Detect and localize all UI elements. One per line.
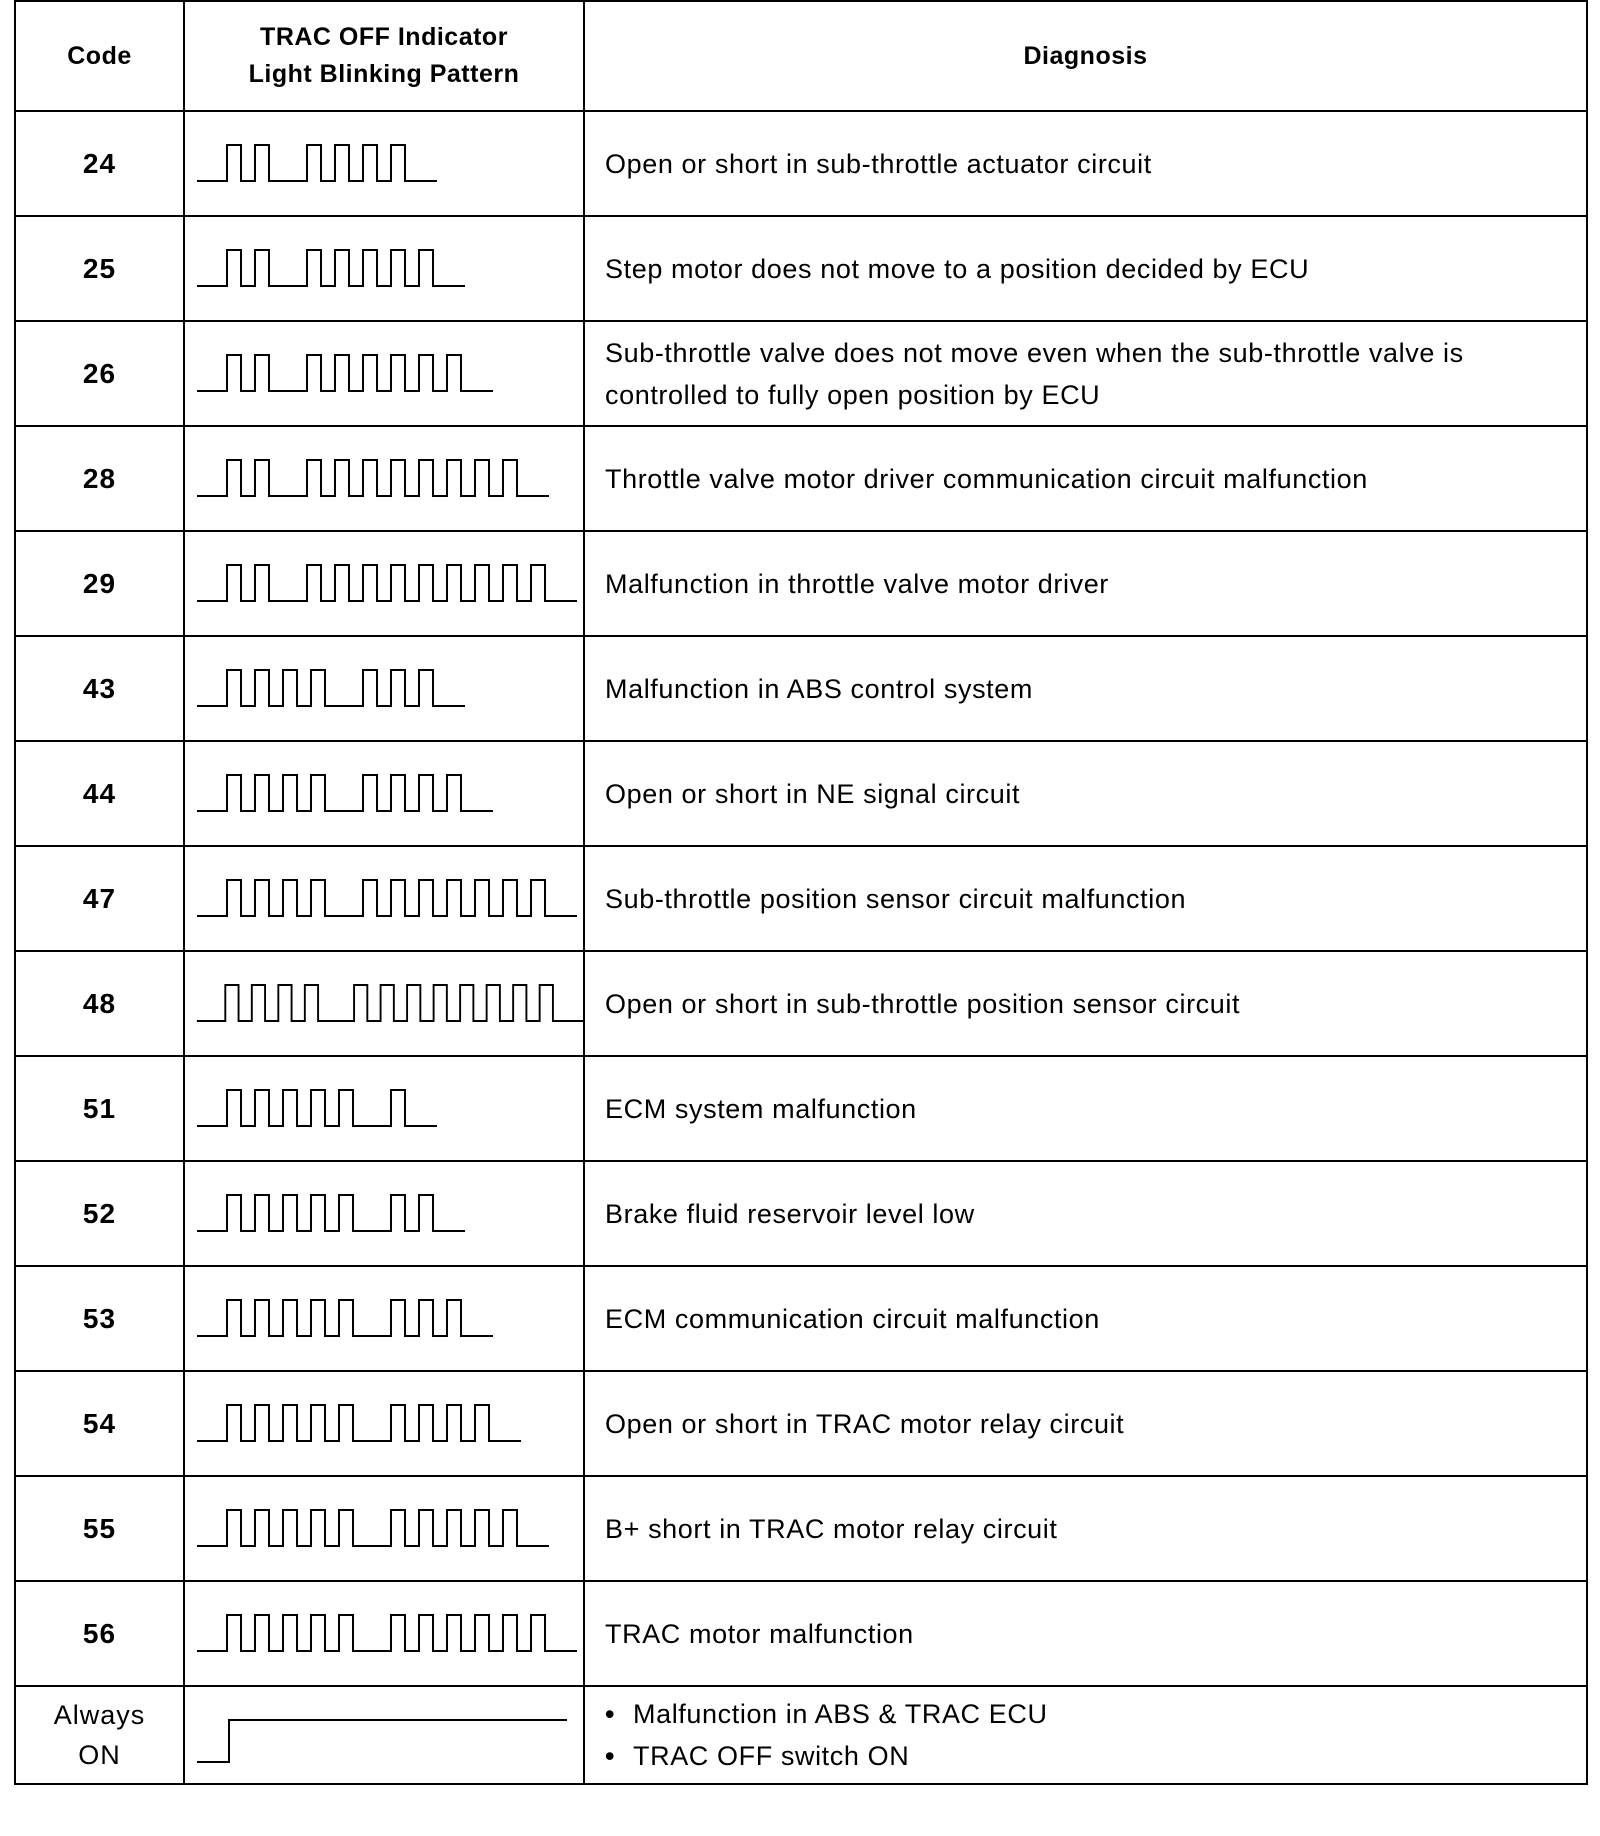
blink-waveform [197,670,465,706]
diagnosis-cell: Malfunction in throttle valve motor driver [584,531,1587,636]
blink-pattern-cell [184,1581,584,1686]
blink-pattern-graphic [195,1074,441,1144]
blink-pattern-graphic [195,759,497,829]
blink-pattern-cell [184,846,584,951]
table-row [15,531,1587,636]
code-cell: 26 [15,321,184,426]
bullet-item [605,1735,1578,1777]
blink-waveform [197,1300,493,1336]
code-cell: 43 [15,636,184,741]
blink-waveform [197,355,493,391]
blink-waveform [197,1195,465,1231]
diagnosis-cell: Brake fluid reservoir level low [584,1161,1587,1266]
diagnosis-cell: Open or short in NE signal circuit [584,741,1587,846]
code-cell: 55 [15,1476,184,1581]
blink-pattern-graphic [195,654,469,724]
blink-pattern-graphic [195,1284,497,1354]
diagnosis-cell: Step motor does not move to a position decided by ECU [584,216,1587,321]
blink-waveform [197,250,465,286]
code-cell: 25 [15,216,184,321]
blink-pattern-cell [184,321,584,426]
code-cell: 51 [15,1056,184,1161]
diagnosis-cell: Open or short in TRAC motor relay circuit [584,1371,1587,1476]
blink-pattern-cell [184,1476,584,1581]
table-row [15,1161,1587,1266]
bullet-text: Malfunction in ABS & TRAC ECU [633,1699,1048,1729]
blink-pattern-graphic [195,129,441,199]
blink-waveform [197,1405,521,1441]
blink-waveform [197,145,437,181]
blink-pattern-cell [184,1161,584,1266]
blink-waveform [197,985,583,1021]
code-cell: 52 [15,1161,184,1266]
blink-waveform [197,460,549,496]
blink-pattern-graphic [195,549,581,619]
code-cell-always-on [15,1686,184,1784]
diagnosis-cell: Malfunction in ABS control system [584,636,1587,741]
code-cell: 28 [15,426,184,531]
bullet-icon: • [605,1699,616,1729]
header-pattern-line1: TRAC OFF Indicator [260,23,508,51]
diagnosis-cell: Open or short in sub-throttle position sensor circuit [584,951,1587,1056]
blink-pattern-cell [184,1056,584,1161]
blink-pattern-graphic [195,234,469,304]
table-row [15,1476,1587,1581]
table-row [15,321,1587,426]
blink-waveform [197,1510,549,1546]
blink-pattern-graphic [195,1389,525,1459]
table-row [15,1056,1587,1161]
blink-pattern-graphic [195,444,553,514]
table-row [15,1581,1587,1686]
code-cell: 24 [15,111,184,216]
table-header-row [15,1,1587,111]
blink-pattern-cell [184,636,584,741]
table-row [15,426,1587,531]
always-on-bullet-list [605,1693,1578,1777]
code-cell: 53 [15,1266,184,1371]
diagnosis-cell: B+ short in TRAC motor relay circuit [584,1476,1587,1581]
table-row [15,741,1587,846]
table-body [15,111,1587,1784]
blink-waveform [197,565,577,601]
blink-pattern-graphic [195,1599,581,1669]
blink-waveform [197,880,577,916]
code-cell: 56 [15,1581,184,1686]
table-row [15,951,1587,1056]
blink-pattern-graphic [195,969,587,1039]
diagnosis-cell: TRAC motor malfunction [584,1581,1587,1686]
table-row [15,636,1587,741]
diagnosis-cell: Sub-throttle position sensor circuit malfunction [584,846,1587,951]
diagnosis-cell: Open or short in sub-throttle actuator circuit [584,111,1587,216]
blink-waveform [197,1090,437,1126]
diagnosis-cell: Sub-throttle valve does not move even when the sub-throttle valve is controlled to fully open position by ECU [584,321,1587,426]
code-cell: 48 [15,951,184,1056]
table-row [15,111,1587,216]
table-row [15,1266,1587,1371]
table-row [15,1371,1587,1476]
code-cell: 29 [15,531,184,636]
bullet-item [605,1693,1578,1735]
table-row-always-on [15,1686,1587,1784]
blink-pattern-graphic [195,1494,553,1564]
header-pattern [184,1,584,111]
code-cell: 54 [15,1371,184,1476]
blink-pattern-cell [184,1371,584,1476]
diagnosis-cell: Throttle valve motor driver communication circuit malfunction [584,426,1587,531]
blink-pattern-cell [184,951,584,1056]
blink-pattern-cell [184,741,584,846]
header-pattern-line2: Light Blinking Pattern [248,60,520,88]
always-on-line2: ON [78,1740,121,1770]
header-diagnosis: Diagnosis [584,1,1587,111]
bullet-text: TRAC OFF switch ON [633,1741,910,1771]
blink-waveform [197,775,493,811]
blink-pattern-cell [184,531,584,636]
blink-pattern-cell [184,111,584,216]
diagnosis-cell: ECM system malfunction [584,1056,1587,1161]
blink-waveform [197,1615,577,1651]
always-on-waveform [197,1720,567,1762]
blink-pattern-graphic [195,864,581,934]
always-on-pattern-graphic [195,1700,575,1770]
table-row [15,216,1587,321]
blink-pattern-cell-always-on [184,1686,584,1784]
bullet-icon: • [605,1741,616,1771]
blink-pattern-graphic [195,1179,469,1249]
code-cell: 44 [15,741,184,846]
blink-pattern-cell [184,1266,584,1371]
table-row [15,846,1587,951]
code-cell: 47 [15,846,184,951]
diagnosis-cell-always-on [584,1686,1587,1784]
always-on-line1: Always [53,1700,146,1730]
diagnostic-code-table [14,0,1588,1785]
blink-pattern-cell [184,216,584,321]
header-code: Code [15,1,184,111]
diagnosis-cell: ECM communication circuit malfunction [584,1266,1587,1371]
blink-pattern-graphic [195,339,497,409]
blink-pattern-cell [184,426,584,531]
